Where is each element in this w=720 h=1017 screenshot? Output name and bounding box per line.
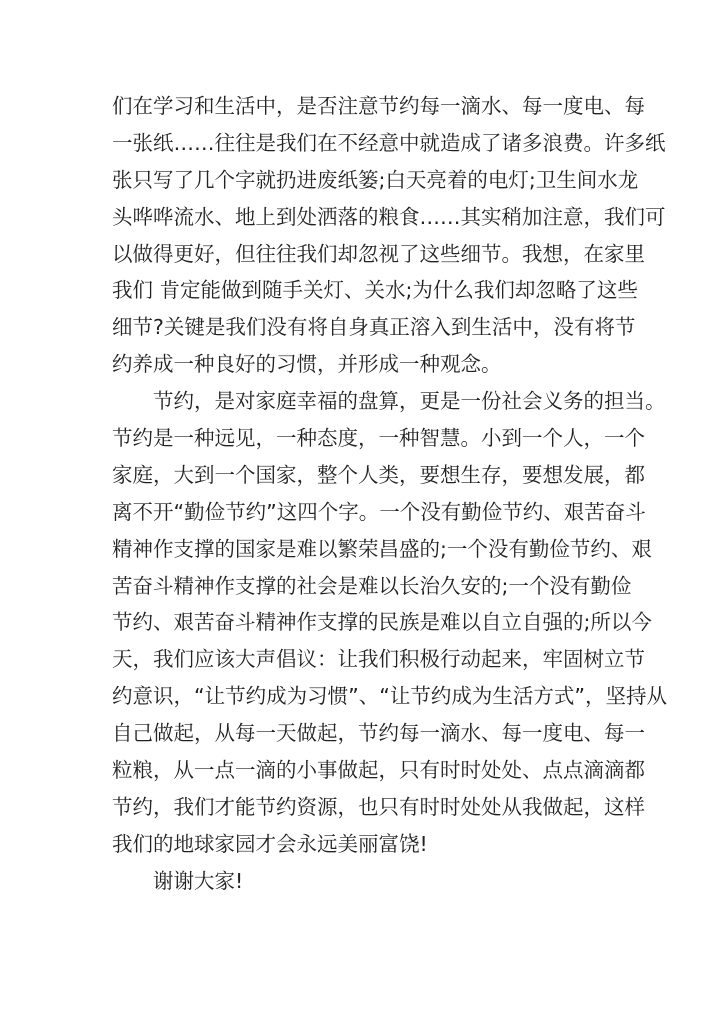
text-line: 约养成一种良好的习惯，并形成一种观念。 <box>112 352 502 377</box>
text-line: 离不开“勤俭节约”这四个字。一个没有勤俭节约、艰苦奋斗 <box>112 499 646 524</box>
text-line: 家庭，大到一个国家，整个人类，要想生存，要想发展，都 <box>112 462 645 487</box>
closing-line: 谢谢大家! <box>153 868 244 893</box>
text-line: 们在学习和生活中，是否注意节约每一滴水、每一度电、每 <box>112 94 645 118</box>
text-line: 以做得更好，但往往我们却忽视了这些细节。我想，在家里 <box>112 241 645 266</box>
text-line: 细节?关键是我们没有将自身真正溶入到生活中，没有将节 <box>112 315 636 340</box>
text-line: 节约，我们才能节约资源，也只有时时处处从我做起，这样 <box>112 794 645 819</box>
paragraph-first-line: 节约，是对家庭幸福的盘算，更是一份社会义务的担当。 <box>153 389 666 414</box>
text-line: 我们 肯定能做到随手关灯、关水;为什么我们却忽略了这些 <box>112 278 638 303</box>
text-line: 节约是一种远见，一种态度，一种智慧。小到一个人，一个 <box>112 426 645 451</box>
text-line: 苦奋斗精神作支撑的社会是难以长治久安的;一个没有勤俭 <box>112 573 632 598</box>
text-line: 一张纸……往往是我们在不经意中就造成了诸多浪费。许多纸 <box>112 130 666 155</box>
text-line: 粒粮，从一点一滴的小事做起，只有时时处处、点点滴滴都 <box>112 758 645 783</box>
text-line: 节约、艰苦奋斗精神作支撑的民族是难以自立自强的;所以今 <box>112 610 652 635</box>
text-line: 我们的地球家园才会永远美丽富饶! <box>112 831 428 856</box>
text-line: 天，我们应该大声倡议：让我们积极行动起来，牢固树立节 <box>112 647 645 672</box>
text-line: 约意识，“让节约成为习惯”、“让节约成为生活方式”，坚持从 <box>112 684 667 709</box>
text-line: 张只写了几个字就扔进废纸篓;白天亮着的电灯;卫生间水龙 <box>112 167 639 192</box>
text-line: 精神作支撑的国家是难以繁荣昌盛的;一个没有勤俭节约、艰 <box>112 536 652 561</box>
text-line: 头哗哗流水、地上到处洒落的粮食……其实稍加注意，我们可 <box>112 204 666 229</box>
document-body <box>112 88 667 900</box>
text-line: 自己做起，从每一天做起，节约每一滴水、每一度电、每一 <box>112 721 645 746</box>
